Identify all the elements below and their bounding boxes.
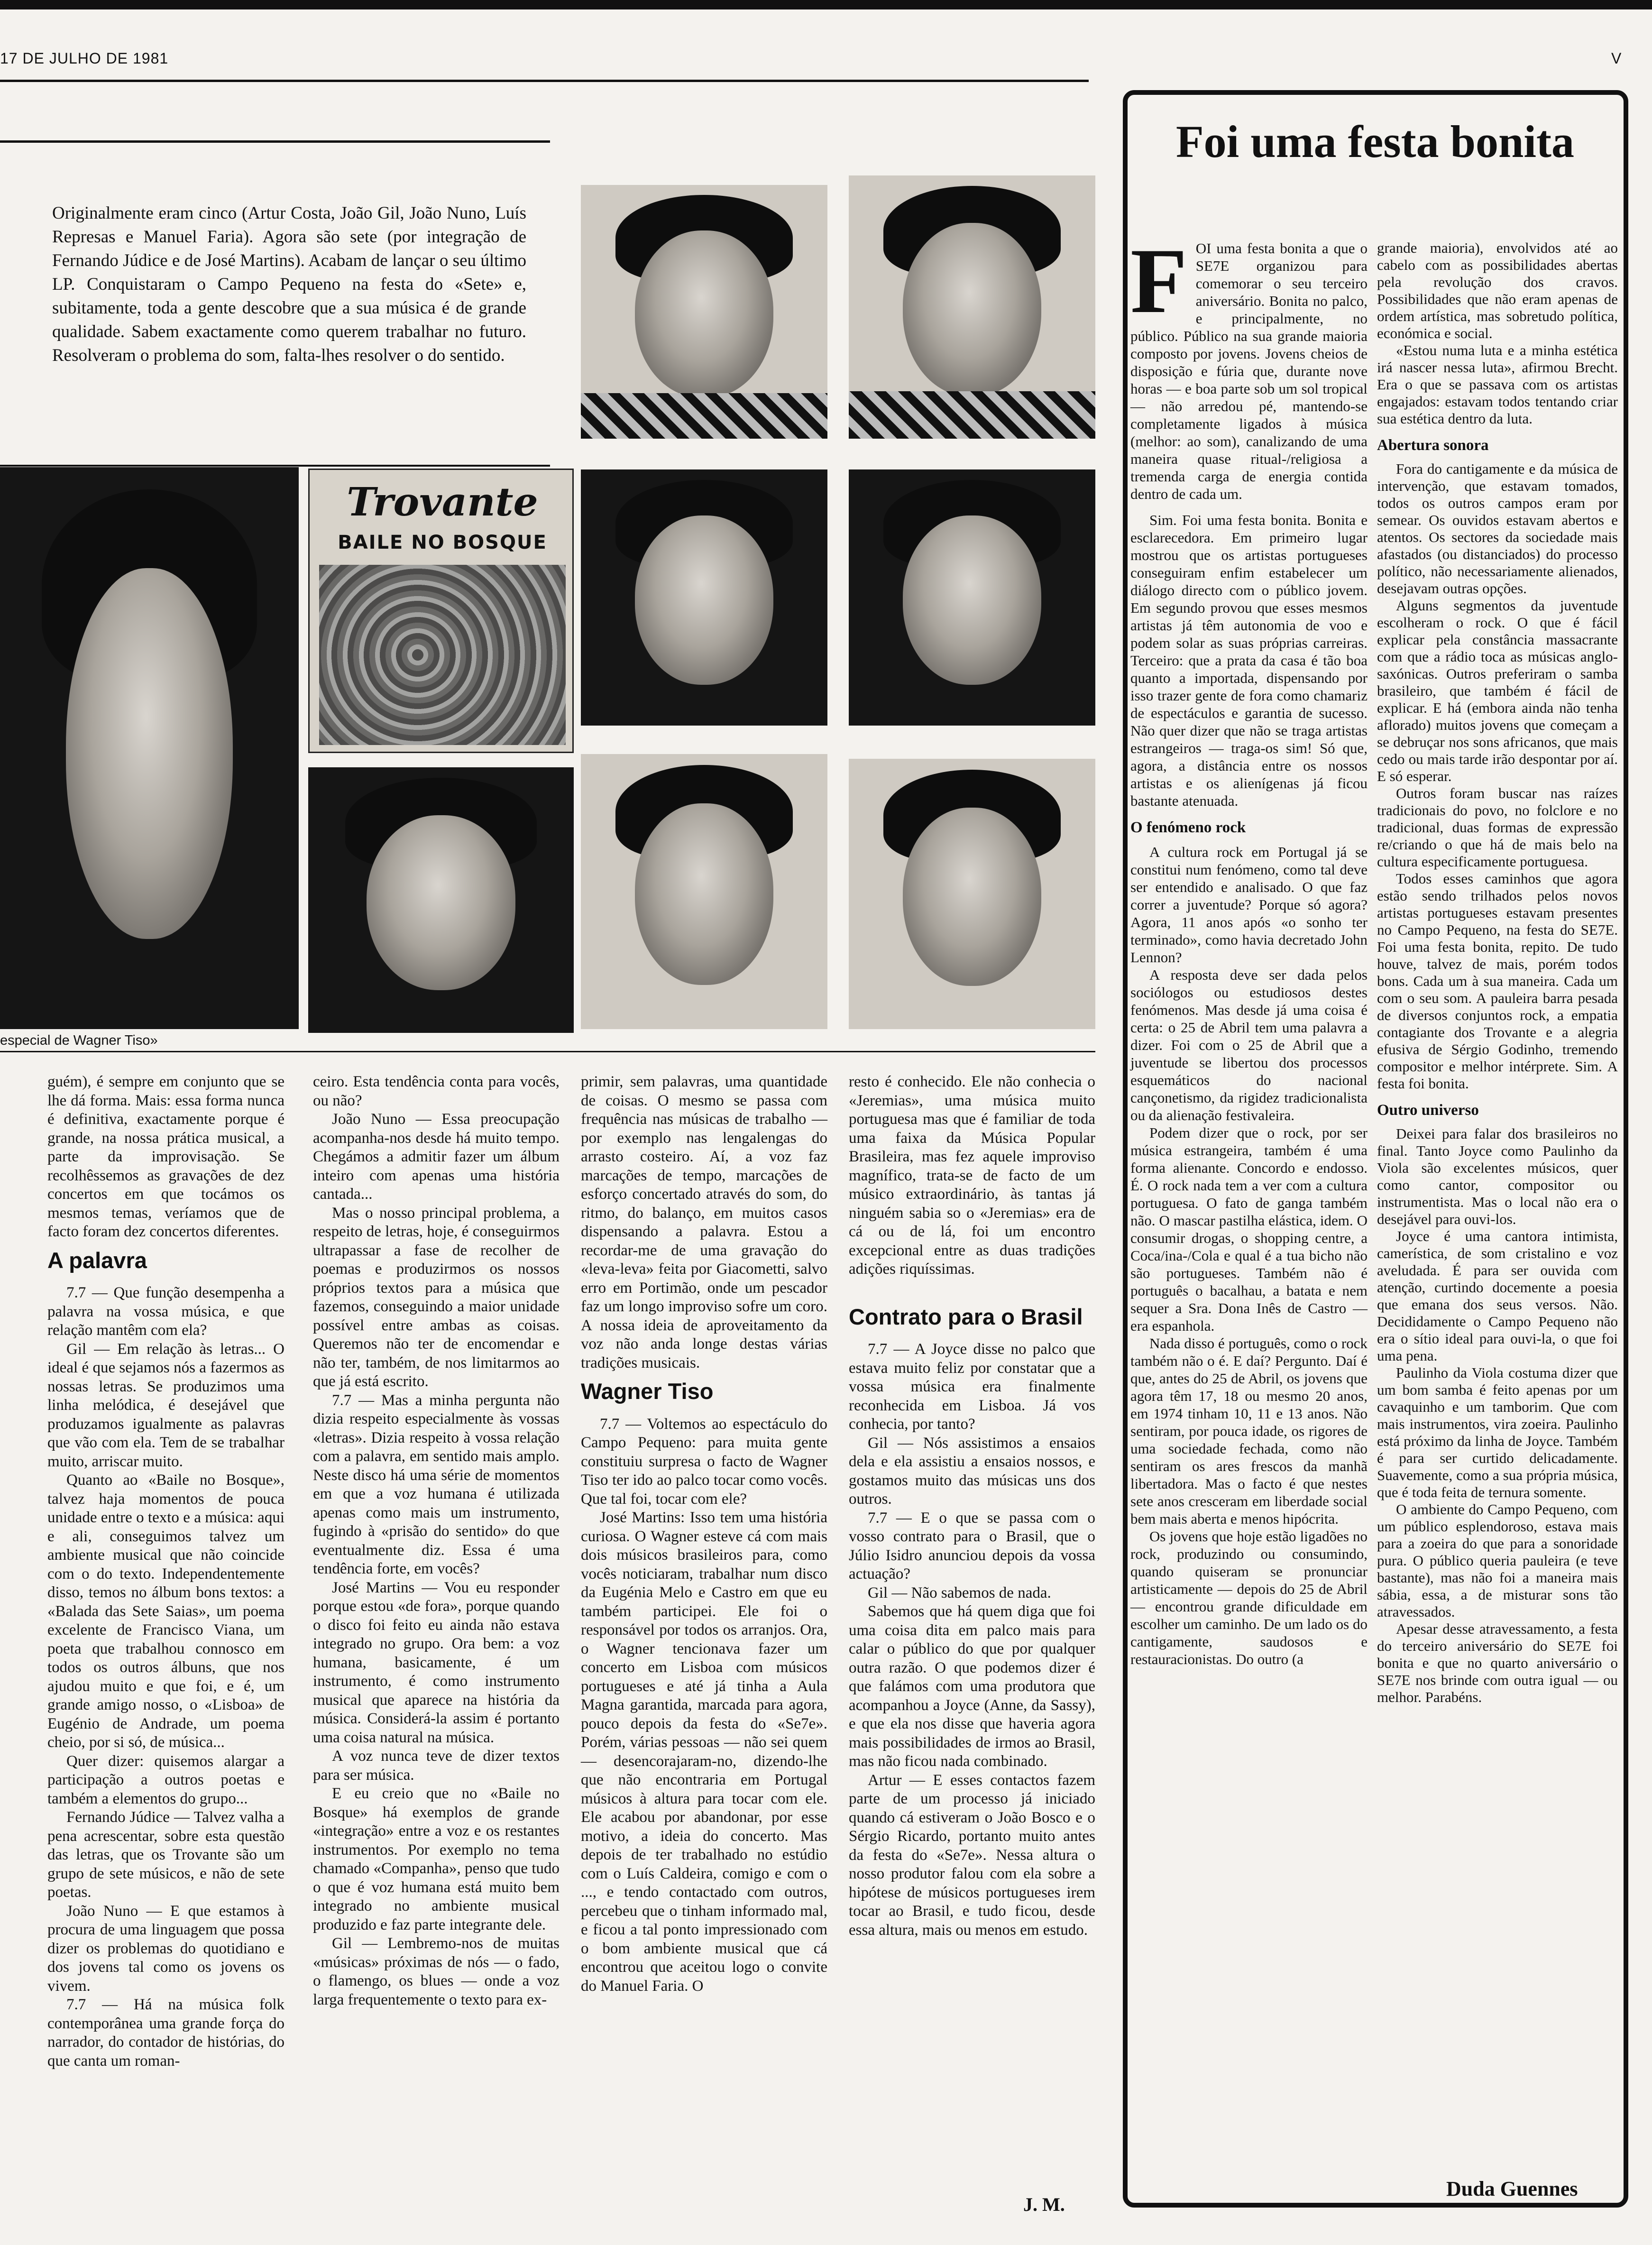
col1-question: 7.7 — Há na música folk contemporânea uma grande força do narrador, do contador de histórias, do que canta um roman- — [47, 1996, 285, 2070]
album-artwork — [319, 565, 566, 745]
album-cover — [308, 469, 574, 753]
boxed-paragraph: Deixei para falar dos brasileiros no final. Tanto Joyce como Paulinho da Viola são excelentes músicos, quer como cantor, compositor ou instrumentista. Mas o local não era o desejável para ouvi-los. — [1377, 1125, 1618, 1227]
col2-question: 7.7 — Mas a minha pergunta não dizia respeito especialmente às vossas «letras». Dizia respeito à vossa relação com a palavra, em sentido mais amplo. Neste disco há uma série de momentos em que a voz humana é utilizada apenas como mais um instrumento, fugindo à «prisão do sentido» do que eventualmente diz. Essa é uma tendência forte, em vocês? — [313, 1391, 560, 1577]
photo-member-singing — [308, 767, 574, 1033]
col2-paragraph: A voz nunca teve de dizer textos para ser música. — [313, 1748, 560, 1784]
heading-outro-universo: Outro universo — [1377, 1102, 1479, 1119]
boxed-paragraph: Todos esses caminhos que agora estão sendo trilhados pelos novos artistas portugueses estavam presentes no Campo Pequeno, na festa do SE7E. Foi uma festa bonita, repito. De tudo houve, talvez de mais, porém todos bons. Cada um à sua maneira. Cada um com o seu som. A pauleira barra pesada de diversos conjuntos rock, a empatia contagiante dos Trovante e a alegria efusiva de Sérgio Godinho, tremendo compositor e melhor intérprete. Sim. A festa foi bonita. — [1377, 870, 1618, 1092]
photo-member-4 — [849, 469, 1095, 726]
boxed-paragraph: «Estou numa luta e a minha estética irá nascer nessa luta», afirmou Brecht. Era o que se passava com os artistas engajados: estavam todos tentando criar sua estética dentro da luta. — [1377, 342, 1618, 427]
col1-paragraph: Quer dizer: quisemos alargar a participação a outros poetas e também a elementos do grupo... — [47, 1752, 285, 1807]
heading-a-palavra: A palavra — [47, 1247, 147, 1273]
boxed-column-1 — [1130, 230, 1367, 1668]
article-column-3 — [581, 1073, 827, 1996]
col3-answer-martins: José Martins: Isso tem uma história curiosa. O Wagner esteve cá com mais dois músicos brasileiros para, como vocês noticiaram, trabalhar num disco da Eugénia Melo e Castro em que eu também participei. Ele foi o responsável por todos os arranjos. Ora, o Wagner tencionava fazer um concerto em Lisboa com músicos portugueses e até já tinha a Aula Magna garantida, marcada para agora, pouco depois da festa do «Se7e». Porém, várias pessoas — não sei quem — desencorajaram-no, dizendo-lhe que não encontraria em Portugal músicos à altura para tocar com ele. Ele acabou por abandonar, por esse motivo, a ideia do concerto. Mas depois de ter trabalhado no estúdio com o Luís Caldeira, comigo e com o ..., e tendo contactado com outros, percebeu que o tinham informado mal, e ficou a tal ponto impressionado com o bom ambiente musical que cá encontrou que aceitou logo o convite do Manuel Faria. O — [581, 1509, 827, 1995]
col1-answer-gil: Gil — Em relação às letras... O ideal é que sejamos nós a fazermos as nossas letras. Se produzimos uma linha melódica, é desejável que produzamos igualmente as palavras que vão com ela. Tem de se trabalhar muito, arriscar muito. — [47, 1340, 285, 1470]
photo-caption: especial de Wagner Tiso» — [0, 1033, 158, 1048]
boxed-paragraph: Os jovens que hoje estão ligadões no rock, produzindo ou consumindo, quando quiseram se pronunciar artisticamente — depois do 25 de Abril — encontrou grande dificuldade em escolher um caminho. De um lado os do cantigamente, saudosos e restauracionistas. Do outro (a — [1130, 1528, 1367, 1667]
photo-member-5 — [581, 754, 827, 1029]
heading-wagner-tiso: Wagner Tiso — [581, 1379, 714, 1404]
boxed-column-2 — [1377, 239, 1618, 1706]
boxed-paragraph: Apesar desse atravessamento, a festa do terceiro aniversário do SE7E foi bonita e que no quarto aniversário o SE7E nos brinde com outra igual — ou melhor. Parabéns. — [1377, 1620, 1618, 1705]
photo-member-1 — [581, 185, 827, 439]
header-rule — [0, 80, 1089, 82]
boxed-article-title: Foi uma festa bonita — [1176, 116, 1574, 167]
col1-question: 7.7 — Que função desempenha a palavra na vossa música, e que relação mantêm com ela? — [47, 1284, 285, 1339]
boxed-lead-paragraph: OI uma festa bonita a que o SE7E organizou para comemorar o seu terceiro aniversário. Bonita no palco, e principalmente, no público. Público na sua grande maioria composto por jovens. Jovens cheios de disposição e fúria que, durante nove horas — e boa parte sob um sol tropical — não arredou pé, mantendo-se completamente ligados à música (melhor: ao som), canalizando de uma maneira quase ritual-/religiosa a tremenda carga de energia contida dentro de cada um. — [1130, 240, 1367, 502]
col4-answer-artur: Artur — E esses contactos fazem parte de um processo já iniciado quando cá estiveram o João Bosco e o Sérgio Ricardo, portanto muito antes da festa do «Se7e». Nessa altura o nosso produtor falou com ela sobre a hipótese de músicos portugueses irem tocar ao Brasil, e tudo ficou, desde essa altura, mais ou menos em estudo. — [849, 1771, 1095, 1939]
col1-paragraph: guém), é sempre em conjunto que se lhe dá forma. Mais: essa forma nunca é definitiva, exactamente porque é grande, na nossa prática musical, a parte da improvisação. Se recolhêssemos as gravações de dez concertos em que tocámos os mesmos temas, veríamos que de facto foram dez concertos diferentes. — [47, 1073, 285, 1240]
col2-answer-martins: José Martins — Vou eu responder porque estou «de fora», porque quando o disco foi feito eu ainda não estava integrado no grupo. Ora bem: a voz humana, basicamente, é um instrumento, é como instrumento musical que aparece na história da música. Considerá-la assim é portanto uma coisa natural na música. — [313, 1579, 560, 1746]
boxed-paragraph: A resposta deve ser dada pelos sociólogos ou estudiosos destes fenómenos. Mas desde já uma coisa é certa: o 25 de Abril tem uma palavra a dizer. Foi com o 25 de Abril que a juventude se libertou dos processos esquemáticos do nacional cançonetismo, da rigidez tradicionalista ou da alienação festivaleira. — [1130, 966, 1367, 1123]
col4-answer-gil: Gil — Nós assistimos a ensaios dela e ela assistiu a ensaios nossos, e gostamos muito das músicas uns dos outros. — [849, 1434, 1095, 1508]
boxed-paragraph: Sim. Foi uma festa bonita. Bonita e esclarecedora. Em primeiro lugar mostrou que os artistas portugueses conseguiram enfim estabelecer um diálogo directo com o público jovem. Em segundo provou que esses mesmos artistas já têm autonomia de voo e podem solar as suas próprias carreiras. Terceiro: que a prata da casa é tão boa quanto a importada, dispensando por isso trazer gente de fora como chamariz de espectáculos e garantia de sucesso. Não quer dizer que não se traga artistas estrangeiros — traga-os sim! Só que, agora, a distância entre os nossos artistas e os alienígenas já ficou bastante atenuada. — [1130, 512, 1367, 809]
col1-paragraph: Quanto ao «Baile no Bosque», talvez haja momentos de pouca unidade entre o texto e a música: aqui e ali, conseguimos talvez um ambiente musical que não coincide com o do texto. Independentemente disso, temos no álbum bons textos: a «Balada das Sete Saias», um poema excelente de Francisco Viana, um poeta que trabalhou connosco em todos os outros álbuns, que nos ajudou muito e que foi, e é, um grande amigo nosso, o «Lisboa» de Eugénio de Andrade, um poema cheio, por si só, de música... — [47, 1472, 285, 1751]
heading-fenomeno-rock: O fenómeno rock — [1130, 819, 1246, 836]
col2-paragraph: E eu creio que no «Baile no Bosque» há exemplos de grande «integração» entre a voz e os restantes instrumentos. Por exemplo no tema chamado «Companha», penso que tudo o que é voz humana está muito bem integrado no ambiente musical produzido e faz parte integrante dele. — [313, 1785, 560, 1933]
intro-paragraph: Originalmente eram cinco (Artur Costa, João Gil, João Nuno, Luís Represas e Manuel Faria). Agora são sete (por integração de Fernando Júdice e de José Martins). Acabam de lançar o seu último LP. Conquistaram o Campo Pequeno na festa do «Sete» e, subitamente, toda a gente descobre que a sua música é de grande qualidade. Sabem exactamente como querem trabalhar no futuro. Resolveram o problema do som, falta-lhes resolver o do sentido. — [52, 203, 526, 365]
photo-singer-large — [0, 467, 299, 1029]
author-initials: J. M. — [1023, 2194, 1065, 2215]
col4-paragraph: Sabemos que há quem diga que foi uma coisa dita em palco mais para calar o público do que por qualquer outra razão. O que podemos dizer é que falámos com uma produtora que acompanhou a Joyce (Anne, da Sassy), e que ela nos disse que haveria agora mais possibilidades de irmos ao Brasil, mas não ficou nada combinado. — [849, 1603, 1095, 1770]
boxed-paragraph: Joyce é uma cantora intimista, camerística, de som cristalino e voz aveludada. É para ser ouvida com atenção, curtindo docemente a poesia que emana dos seus versos. Não. Decididamente o Campo Pequeno não era o sítio ideal para ouvi-la, o que foi uma pena. — [1377, 1228, 1618, 1364]
article-column-2 — [313, 1073, 560, 2009]
boxed-paragraph: grande maioria), envolvidos até ao cabelo com as possibilidades abertas pela revolução dos cravos. Possibilidades que não eram apenas de ordem artística, mas sobretudo política, económica e social. — [1377, 239, 1618, 341]
col2-answer-nuno: João Nuno — Essa preocupação acompanha-nos desde há muito tempo. Chegámos a admitir fazer um álbum inteiro com apenas uma história cantada... — [313, 1111, 560, 1203]
col4-question: 7.7 — A Joyce disse no palco que estava muito feliz por constatar que a vossa música era finalmente reconhecida em Lisboa. Já vos conhecia, por tanto? — [849, 1341, 1095, 1433]
col1-answer-judice: Fernando Júdice — Talvez valha a pena acrescentar, sobre esta questão das letras, que os Trovante são um grupo de sete músicos, e não de sete poetas. — [47, 1809, 285, 1901]
article-column-4 — [849, 1073, 1095, 1940]
col2-paragraph: ceiro. Esta tendência conta para vocês, ou não? — [313, 1073, 560, 1109]
col4-question: 7.7 — E o que se passa com o vosso contrato para o Brasil, que o Júlio Isidro anunciou depois da vossa actuação? — [849, 1509, 1095, 1583]
intro-bottom-rule — [0, 465, 550, 467]
article-column-1 — [47, 1073, 285, 2070]
col1-answer-nuno: João Nuno — E que estamos à procura de uma linguagem que possa dizer os problemas do quotidiano e dos jovens tal como os jovens os vivem. — [47, 1902, 285, 1995]
col3-paragraph: primir, sem palavras, uma quantidade de coisas. O mesmo se passa com frequência nas músicas de trabalho — por exemplo nas lengalengas do arrasto costeiro. Aí, a voz faz marcações de tempo, marcações de esforço concertado através do som, do ritmo, do balanço, em muitos casos dispensando a palavra. Estou a recordar-me de uma gravação do «leva-leva» feita por Giacometti, salvo erro em Portimão, onde um pescador faz um longo improviso sofre um coro. A nossa ideia de aproveitamento da voz não anda longe destas várias tradições musicais. — [581, 1073, 827, 1371]
boxed-paragraph: Fora do cantigamente e da música de intervenção, que estavam tomados, todos os outros campos eram por semear. Os ouvidos estavam abertos e atentos. Os sectores da sociedade mais afastados (ou distanciados) do processo político, não necessariamente alienados, desejavam outras opções. — [1377, 460, 1618, 597]
top-border — [0, 0, 1652, 9]
boxed-paragraph: A cultura rock em Portugal já se constitui num fenómeno, como tal deve ser entendido e analisado. O que faz correr a juventude? Porque só agora? Agora, 11 anos após «o sonho ter terminado», como havia decretado John Lennon? — [1130, 844, 1367, 966]
album-subtitle: BAILE NO BOSQUE — [338, 532, 547, 553]
col2-answer-gil: Gil — Lembremo-nos de muitas «músicas» próximas de nós — o fado, o flamengo, os blues — onde a voz larga frequentemente o texto para ex- — [313, 1935, 560, 2008]
drop-cap: F — [1130, 230, 1187, 332]
album-title: Trovante — [347, 479, 538, 525]
heading-abertura-sonora: Abertura sonora — [1377, 437, 1489, 454]
photo-member-2 — [849, 175, 1095, 439]
boxed-paragraph: Outros foram buscar nas raízes tradicionais do povo, no folclore e no tradicional, duas formas de expressão re/criando o que há de mais belo na cultura especificamente portuguesa. — [1377, 785, 1618, 870]
photo-member-3 — [581, 469, 827, 726]
boxed-paragraph: Paulinho da Viola costuma dizer que um bom samba é feito apenas por um cavaquinho e um tamborim. Que com mais instrumentos, vira zoeira. Paulinho está próximo da linha de Joyce. Também é para ser curtido delicadamente. Suavemente, como a sua própria música, que é toda feita de ternura somente. — [1377, 1364, 1618, 1500]
boxed-paragraph: Podem dizer que o rock, por ser música estrangeira, também é uma forma alienante. Concordo e endosso. É. O rock nada tem a ver com a cultura portuguesa. O fato de ganga também não. O mascar pastilha elástica, idem. O consumir drogas, o shopping centre, a Coca/ina-/Cola e qual é a tua bicho não são portugueses. Também não é português o bacalhau, a batata e nem sequer a Sra. Dona Inês de Castro — era espanhola. — [1130, 1124, 1367, 1334]
col3-question: 7.7 — Voltemos ao espectáculo do Campo Pequeno: para muita gente constituiu surpresa o facto de Wagner Tiso ter ido ao palco tocar como vocês. Que tal foi, tocar com ele? — [581, 1415, 827, 1508]
photo-bottom-rule — [0, 1051, 1095, 1052]
boxed-paragraph: O ambiente do Campo Pequeno, com um público esplendoroso, estava mais para a zoeira do que para a sonoridade pura. O público queria pauleira (e teve bastante), mas não foi a maneira mais sábia, essa, a de misturar sons tão atravessados. — [1377, 1501, 1618, 1620]
col4-paragraph: resto é conhecido. Ele não conhecia o «Jeremias», uma música muito portuguesa mas que é familiar de toda uma faixa da Música Popular Brasileira, mas fez aquele improviso magnífico, trata-se de facto de um músico extraordinário, às tantas já ninguém sabia so o «Jeremias» era de cá ou de lá, foi um encontro excepcional entre as duas tradições adições riquíssimas. — [849, 1073, 1095, 1278]
photo-member-6 — [849, 759, 1095, 1029]
heading-contrato-brasil: Contrato para o Brasil — [849, 1304, 1083, 1329]
boxed-paragraph: Alguns segmentos da juventude escolheram o rock. O que é fácil explicar pela constância massacrante com que a rádio toca as músicas anglo-saxónicas. Outros preferiram o samba brasileiro, que também é fácil de explicar. E há (embora ainda não tenha aflorado) muitos jovens que começam a se debruçar nos sons africanos, que mais cedo ou mais tarde irão despontar por aí. E só esperar. — [1377, 597, 1618, 784]
page-number: V — [1611, 50, 1622, 67]
col2-paragraph: Mas o nosso principal problema, a respeito de letras, hoje, é conseguirmos ultrapassar a fase de recolher de poemas e produzirmos os nossos próprios textos para a música que fazemos, conseguindo a maior unidade possível entre ambas as coisas. Queremos não ter de encomendar e não ter, também, de nos limitarmos ao que já está escrito. — [313, 1204, 560, 1390]
author-signature: Duda Guennes — [1446, 2177, 1578, 2200]
issue-date: 17 DE JULHO DE 1981 — [0, 50, 169, 67]
col4-answer-gil: Gil — Não sabemos de nada. — [868, 1584, 1051, 1601]
boxed-paragraph: Nada disso é português, como o rock também não o é. E daí? Pergunto. Daí é que, antes do 25 de Abril, os jovens que agora têm 17, 18 ou mesmo 20 anos, em 1974 tinham 10, 11 e 13 anos. Não sentiram, por pouca idade, os rigores de uma sociedade fechada, como não sentiram os ares frescos da manhã libertadora. Mas o facto é que nestes sete anos cresceram em liberdade social bem mais aberta e menos hipócrita. — [1130, 1335, 1367, 1527]
intro-top-rule — [0, 140, 550, 143]
